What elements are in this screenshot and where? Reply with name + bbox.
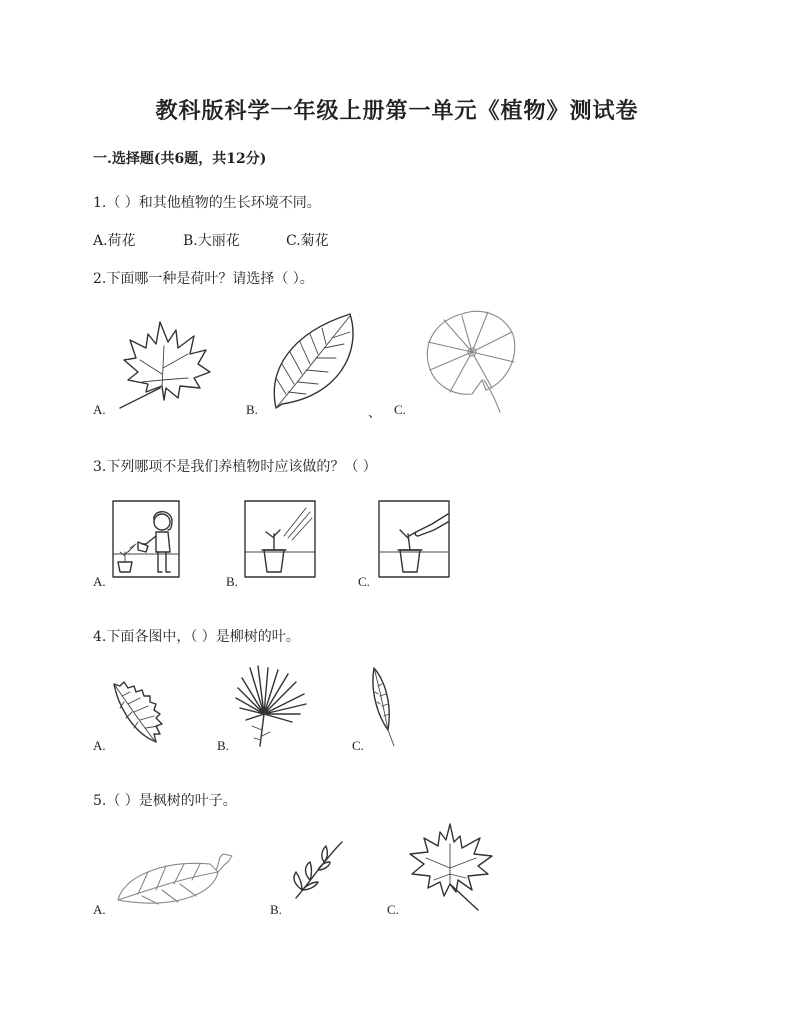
q3-label-c[interactable]: C.	[358, 574, 370, 589]
q3-label-b[interactable]: B.	[226, 574, 238, 589]
q1-option-a[interactable]: A.荷花	[93, 233, 136, 249]
question-4: 4.下面各图中，（ ）是柳树的叶。	[93, 629, 300, 645]
q3-label-a[interactable]: A.	[93, 574, 106, 589]
q2-separator: 、	[368, 405, 382, 420]
q4-label-b[interactable]: B.	[217, 738, 229, 753]
oval-leaf-icon	[268, 312, 358, 412]
question-2: 2.下面哪一种是荷叶？请选择（ ）。	[93, 271, 314, 287]
plant-in-sunlight-icon	[244, 500, 316, 580]
question-5: 5.（ ）是枫树的叶子。	[93, 793, 237, 809]
maple-leaf-icon	[118, 316, 214, 410]
hand-picking-plant-icon	[378, 500, 450, 580]
girl-watering-plant-icon	[112, 500, 180, 580]
question-1: 1.（ ）和其他植物的生长环境不同。	[93, 195, 321, 211]
q4-label-a[interactable]: A.	[93, 738, 106, 753]
maple-leaf-outline-icon	[406, 822, 496, 912]
q2-label-c[interactable]: C.	[394, 402, 406, 417]
q2-label-b[interactable]: B.	[246, 402, 258, 417]
lotus-leaf-icon	[422, 306, 518, 414]
q1-option-c[interactable]: C.菊花	[286, 233, 329, 249]
section-heading: 一.选择题(共6题，共12分)	[93, 151, 267, 167]
willow-branch-icon	[288, 838, 348, 902]
q5-label-a[interactable]: A.	[93, 902, 106, 917]
question-3: 3.下列哪项不是我们养植物时应该做的？（ ）	[93, 459, 377, 475]
serrated-leaf-icon	[110, 680, 172, 746]
large-oval-leaf-icon	[114, 850, 240, 914]
pine-needles-icon	[234, 664, 310, 748]
page-title: 教科版科学一年级上册第一单元《植物》测试卷	[155, 98, 639, 124]
q5-label-b[interactable]: B.	[270, 902, 282, 917]
q5-label-c[interactable]: C.	[387, 902, 399, 917]
willow-leaf-icon	[368, 666, 398, 748]
q4-label-c[interactable]: C.	[352, 738, 364, 753]
q2-label-a[interactable]: A.	[93, 402, 106, 417]
q1-option-b[interactable]: B.大丽花	[183, 233, 240, 249]
